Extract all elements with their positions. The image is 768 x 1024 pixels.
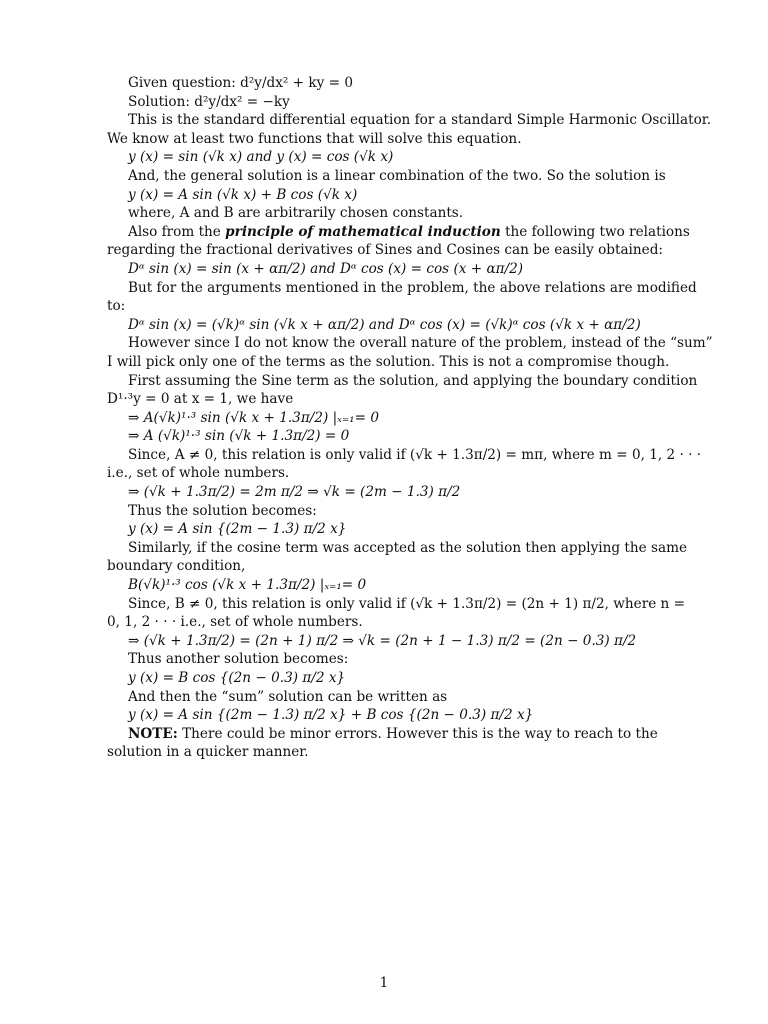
- equation-line: y (x) = A sin {(2m − 1.3) π/2 x}: [128, 521, 347, 538]
- text-line: I will pick only one of the terms as the solution. This is not a compromise though.: [107, 353, 670, 370]
- text-line: Also from the principle of mathematical induction the following two relations: [128, 223, 690, 240]
- text-line: solution in a quicker manner.: [107, 744, 309, 761]
- document-body: [107, 74, 713, 762]
- text-line: And then the “sum” solution can be written as: [128, 688, 448, 705]
- note-label: NOTE:: [128, 725, 178, 742]
- equation-line: B(√k)¹·³ cos (√k x + 1.3π/2) |ₓ₌₁= 0: [128, 577, 367, 594]
- text-line: D¹·³y = 0 at x = 1, we have: [107, 391, 294, 408]
- equation-line: ⇒ A(√k)¹·³ sin (√k x + 1.3π/2) |ₓ₌₁= 0: [128, 409, 379, 426]
- text-line: This is the standard differential equation for a standard Simple Harmonic Oscillator.: [128, 112, 712, 129]
- equation-line: y (x) = A sin (√k x) + B cos (√k x): [128, 186, 358, 203]
- text-line: But for the arguments mentioned in the problem, the above relations are modified: [128, 279, 697, 296]
- equation-line: ⇒ (√k + 1.3π/2) = 2m π/2 ⇒ √k = (2m − 1.3) π/2: [128, 484, 461, 501]
- equation-line: y (x) = sin (√k x) and y (x) = cos (√k x): [128, 149, 394, 166]
- equation-line: y (x) = A sin {(2m − 1.3) π/2 x} + B cos {(2n − 0.3) π/2 x}: [128, 707, 534, 724]
- text-line: However since I do not know the overall nature of the problem, instead of the “sum”: [128, 335, 713, 352]
- text-line: Thus the solution becomes:: [128, 502, 317, 519]
- text-line: Since, B ≠ 0, this relation is only valid if (√k + 1.3π/2) = (2n + 1) π/2, where n =: [128, 595, 686, 612]
- equation-line: Dᵅ sin (x) = (√k)ᵅ sin (√k x + απ/2) and Dᵅ cos (x) = (√k)ᵅ cos (√k x + απ/2): [128, 316, 641, 333]
- equation-line: Dᵅ sin (x) = sin (x + απ/2) and Dᵅ cos (x) = cos (x + απ/2): [128, 260, 524, 277]
- text-line: Similarly, if the cosine term was accepted as the solution then applying the same: [128, 539, 688, 556]
- note-line: NOTE: There could be minor errors. However this is the way to reach to the: [128, 725, 658, 742]
- equation-line: ⇒ (√k + 1.3π/2) = (2n + 1) π/2 ⇒ √k = (2n + 1 − 1.3) π/2 = (2n − 0.3) π/2: [128, 632, 637, 649]
- text-line: Given question: d²y/dx² + ky = 0: [128, 75, 353, 91]
- text-line: 0, 1, 2 · · · i.e., set of whole numbers.: [107, 614, 363, 631]
- text-line: Solution: d²y/dx² = −ky: [128, 93, 290, 110]
- text-line: to:: [107, 298, 126, 315]
- text-line: Thus another solution becomes:: [128, 651, 349, 668]
- page-number: 1: [379, 975, 389, 991]
- emphasis-phrase: principle of mathematical induction: [225, 223, 501, 240]
- text-line: First assuming the Sine term as the solution, and applying the boundary condition: [128, 372, 698, 389]
- equation-line: y (x) = B cos {(2n − 0.3) π/2 x}: [128, 670, 346, 686]
- text-line: i.e., set of whole numbers.: [107, 465, 290, 482]
- text-line: Since, A ≠ 0, this relation is only valid if (√k + 1.3π/2) = mπ, where m = 0, 1, 2 · · ·: [128, 446, 702, 463]
- text-line: regarding the fractional derivatives of Sines and Cosines can be easily obtained:: [107, 242, 663, 259]
- equation-line: ⇒ A (√k)¹·³ sin (√k + 1.3π/2) = 0: [128, 428, 350, 445]
- text-line: where, A and B are arbitrarily chosen constants.: [128, 205, 464, 222]
- text-line: And, the general solution is a linear combination of the two. So the solution is: [128, 167, 666, 184]
- text-line: boundary condition,: [107, 558, 246, 575]
- text-line: We know at least two functions that will solve this equation.: [107, 130, 522, 147]
